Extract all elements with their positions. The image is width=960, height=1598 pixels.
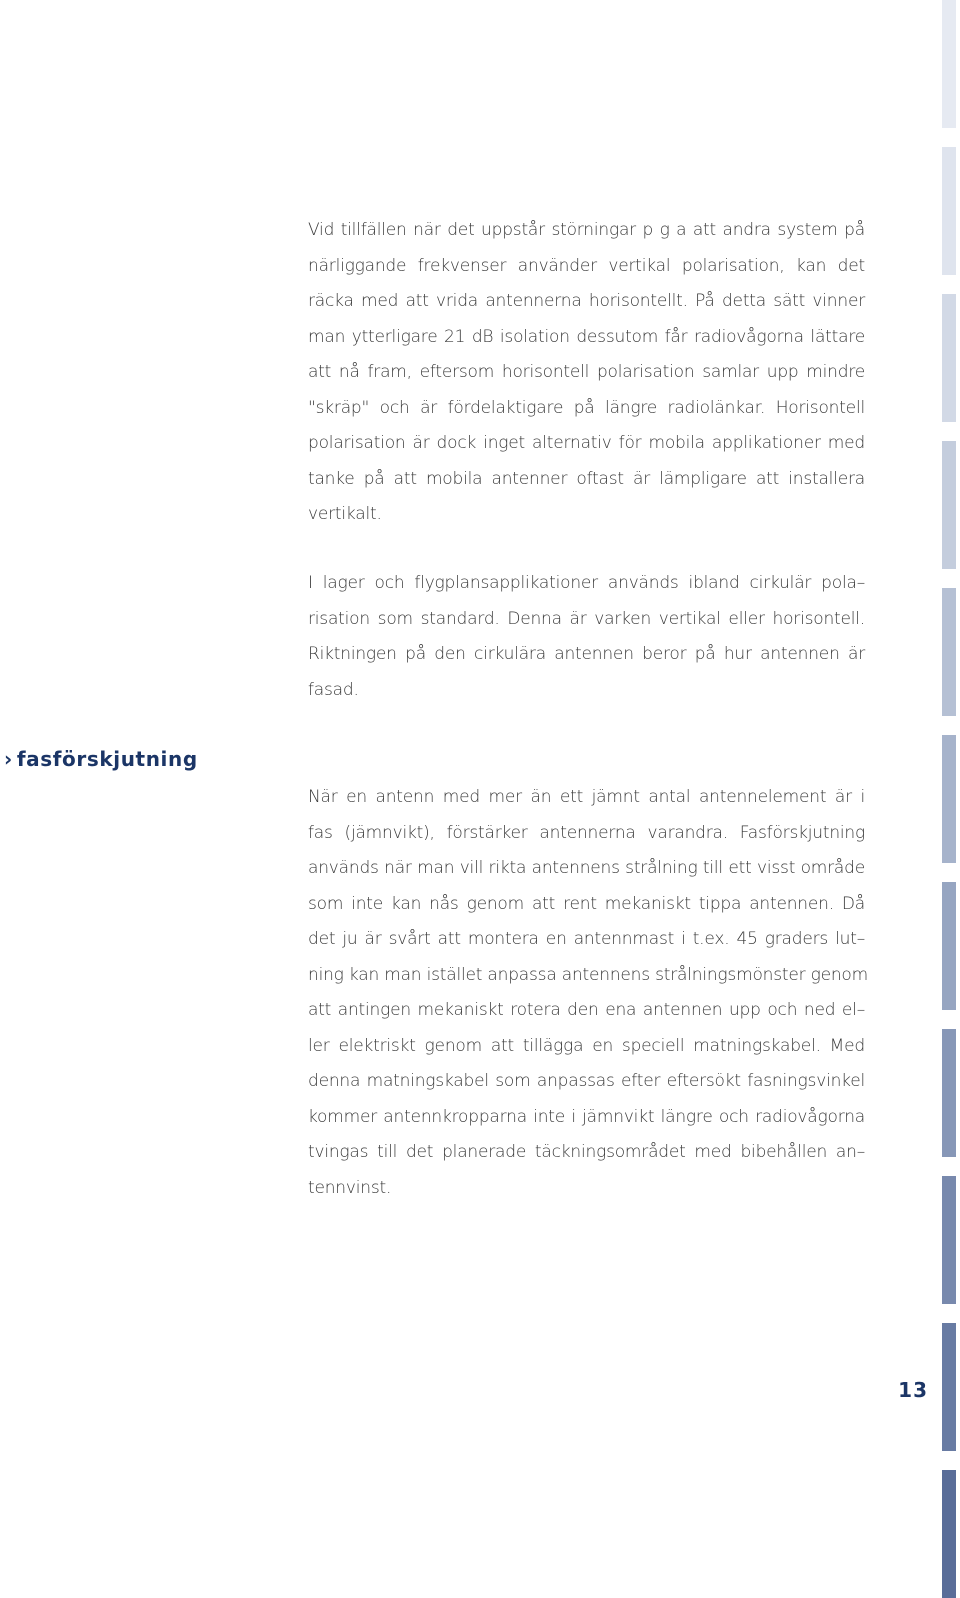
edge-tab bbox=[942, 441, 956, 569]
text-line: att antingen mekaniskt rotera den ena antennen upp och ned el– bbox=[308, 1000, 865, 1020]
text-line: vertikalt. bbox=[308, 504, 382, 524]
text-line: fas (jämnvikt), förstärker antennerna varandra. Fasförskjutning bbox=[308, 822, 865, 843]
text-line: Riktningen på den cirkulära antennen beror på hur antennen är bbox=[308, 644, 865, 664]
section-heading-phase-shift bbox=[4, 747, 198, 771]
text-line: ning kan man istället anpassa antennens strålningsmönster genom bbox=[308, 964, 868, 985]
edge-index-tabs bbox=[942, 0, 956, 1467]
text-line: som inte kan nås genom att rent mekaniskt tippa antennen. Då bbox=[308, 893, 865, 914]
text-line: Vid tillfällen när det uppstår störningar p g a att andra system på bbox=[308, 220, 865, 240]
chevron-right-icon: › bbox=[4, 747, 13, 771]
text-line: fasad. bbox=[308, 679, 359, 700]
edge-tab bbox=[942, 588, 956, 716]
text-line: det ju är svårt att montera en antennmast i t.ex. 45 graders lut– bbox=[308, 929, 865, 949]
text-line: denna matningskabel som anpassas efter eftersökt fasningsvinkel bbox=[308, 1071, 865, 1091]
edge-tab bbox=[942, 1029, 956, 1157]
text-line: tennvinst. bbox=[308, 1177, 392, 1198]
edge-tab bbox=[942, 294, 956, 422]
text-line: närliggande frekvenser använder vertikal polarisation, kan det bbox=[308, 255, 865, 276]
text-line: "skräp" och är fördelaktigare på längre radiolänkar. Horisontell bbox=[308, 397, 865, 418]
text-line: ler elektriskt genom att tillägga en speciell matningskabel. Med bbox=[308, 1035, 865, 1056]
text-line: polarisation är dock inget alternativ för mobila applikationer med bbox=[308, 433, 865, 453]
edge-tab bbox=[942, 1323, 956, 1451]
text-line: risation som standard. Denna är varken vertikal eller horisontell. bbox=[308, 608, 865, 629]
page-number: 13 bbox=[898, 1378, 928, 1402]
paragraph-polarisation-horizontal bbox=[308, 213, 865, 533]
edge-tab bbox=[942, 0, 956, 128]
text-line: att nå fram, eftersom horisontell polarisation samlar upp mindre bbox=[308, 362, 865, 382]
text-line: tanke på att mobila antenner oftast är lämpligare att installera bbox=[308, 468, 865, 489]
text-line: används när man vill rikta antennens strålning till ett visst område bbox=[308, 858, 865, 878]
edge-tab bbox=[942, 147, 956, 275]
paragraph-phase-shift bbox=[308, 780, 868, 1206]
text-line: tvingas till det planerade täckningsområdet med bibehållen an– bbox=[308, 1142, 865, 1162]
section-heading-text: fasförskjutning bbox=[16, 747, 198, 771]
text-line: När en antenn med mer än ett jämnt antal antennelement är i bbox=[308, 787, 865, 807]
edge-tab bbox=[942, 1470, 956, 1598]
text-line: kommer antennkropparna inte i jämnvikt längre och radiovågorna bbox=[308, 1106, 865, 1127]
paragraph-polarisation-circular bbox=[308, 566, 865, 708]
edge-tab bbox=[942, 1176, 956, 1304]
text-line: räcka med att vrida antennerna horisontellt. På detta sätt vinner bbox=[308, 291, 865, 311]
edge-tab bbox=[942, 735, 956, 863]
text-line: I lager och flygplansapplikationer används ibland cirkulär pola– bbox=[308, 573, 865, 593]
text-line: man ytterligare 21 dB isolation dessutom får radiovågorna lättare bbox=[308, 326, 865, 347]
edge-tab bbox=[942, 882, 956, 1010]
